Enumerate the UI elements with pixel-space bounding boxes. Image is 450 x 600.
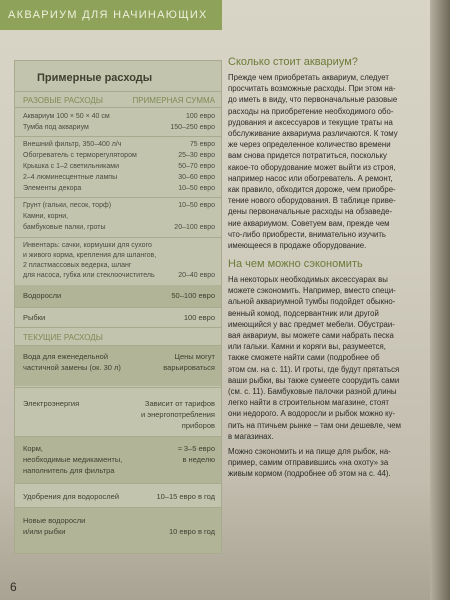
page-number: 6 bbox=[10, 580, 17, 594]
text-line: вам снова придется потратиться, поскольку bbox=[228, 151, 387, 161]
inventory-line: для насоса, губка или стеклоочиститель bbox=[23, 272, 155, 279]
section-current-header bbox=[15, 332, 221, 344]
section-current-label: ТЕКУЩИЕ РАСХОДЫ bbox=[23, 333, 103, 342]
text-line: ние аквариумом. Советуем вам, прежде чем bbox=[228, 218, 390, 228]
text-line: венный комод, подсервантник или другой bbox=[228, 308, 379, 318]
text-line: рудования и аксессуаров и текущие траты на bbox=[228, 117, 393, 127]
row-name-line: Новые водоросли bbox=[23, 516, 86, 525]
inventory-line: Инвентарь: сачки, кормушки для сухого bbox=[23, 242, 152, 249]
divider bbox=[15, 197, 221, 198]
table-title-bar bbox=[15, 67, 221, 92]
text-line: также сможете найти сами (подробнее об bbox=[228, 353, 380, 363]
row-name: Удобрения для водорослей bbox=[23, 492, 120, 501]
row-value-line: ≈ 3–5 евро bbox=[177, 444, 215, 453]
divider bbox=[15, 327, 221, 328]
inventory-value: 20–40 евро bbox=[178, 272, 215, 279]
row-name-line: наполнитель для фильтра bbox=[23, 466, 115, 475]
row-name-line: Корм, bbox=[23, 444, 43, 453]
row-value: 30–60 евро bbox=[178, 174, 215, 181]
text-line: Можно сэкономить и на пище для рыбок, на- bbox=[228, 447, 391, 456]
text-line: имеющееся в продаже оборудование. bbox=[228, 241, 367, 251]
paragraph-savings bbox=[228, 274, 436, 442]
row-value: 100 евро bbox=[185, 113, 215, 120]
row-value-line: Цены могут bbox=[174, 352, 215, 361]
text-line: (см. с. 11). Бамбуковые палочки разной длины bbox=[228, 387, 397, 397]
row-name: бамбуковые палки, гроты bbox=[23, 224, 106, 231]
table-title: Примерные расходы bbox=[37, 72, 153, 84]
text-line: ваши рыбки, вы также сумеете соорудить сами bbox=[228, 375, 400, 385]
row-name: Внешний фильтр, 350–400 л/ч bbox=[23, 141, 122, 148]
section-header-title: АКВАРИУМ ДЛЯ НАЧИНАЮЩИХ bbox=[8, 9, 208, 21]
row-name: Элементы декора bbox=[23, 185, 82, 192]
row-value: 25–30 евро bbox=[178, 152, 215, 159]
section-one-time-header bbox=[15, 95, 221, 107]
section-header-bar bbox=[0, 0, 222, 30]
text-line: они недорого. А водоросли и рыбок можно ку- bbox=[228, 409, 396, 419]
section-amount-label: ПРИМЕРНАЯ СУММА bbox=[132, 96, 215, 105]
row-value: 75 евро bbox=[189, 141, 215, 148]
text-line: Прежде чем приобретать аквариум, следует bbox=[228, 73, 389, 82]
text-line: обслуживание аквариума различаются. К тому bbox=[228, 129, 398, 139]
text-line: же через определенное количество времени bbox=[228, 140, 391, 150]
row-value-line: и энергопотребления bbox=[141, 410, 215, 419]
text-line: живым кормом (подробнее об этом на с. 44). bbox=[228, 469, 391, 479]
paragraph-cost bbox=[228, 72, 436, 251]
divider bbox=[15, 237, 221, 238]
inventory-line: и живого корма, крепления для шлангов, bbox=[23, 252, 157, 259]
divider bbox=[15, 387, 221, 388]
row-value-line: в неделю bbox=[182, 455, 215, 464]
row-name: Крышка с 1–2 светильниками bbox=[23, 163, 119, 170]
paragraph-food bbox=[228, 446, 436, 480]
row-name: 2–4 люминесцентные лампы bbox=[23, 174, 118, 181]
text-line: что-либо приобрести, внимательно изучить bbox=[228, 229, 386, 239]
row-value: 10 евро в год bbox=[168, 527, 215, 536]
row-value-line: варьироваться bbox=[163, 363, 215, 372]
row-name: Грунт (гальки, песок, торф) bbox=[23, 202, 112, 209]
row-name-line: и/или рыбки bbox=[23, 527, 66, 536]
text-line: расходы на приобретение необходимого обо- bbox=[228, 106, 394, 116]
row-value: 50–100 евро bbox=[171, 291, 215, 300]
row-name: Тумба под аквариум bbox=[23, 124, 89, 131]
divider bbox=[15, 483, 221, 484]
text-line: как правило, обходится дороже, чем приобре- bbox=[228, 185, 396, 195]
heading-savings: На чем можно сэкономить bbox=[228, 258, 363, 270]
row-name: Рыбки bbox=[23, 313, 46, 322]
text-line: тение нового оборудования. В таблице приве- bbox=[228, 196, 396, 206]
text-line: дены первоначальные расходы на обзаведе- bbox=[228, 207, 393, 217]
row-value: 100 евро bbox=[183, 313, 215, 322]
row-value: 20–100 евро bbox=[174, 224, 215, 231]
row-value: 10–15 евро в год bbox=[156, 492, 215, 501]
divider bbox=[15, 107, 221, 108]
row-value: 150–250 евро bbox=[170, 124, 215, 131]
row-name: Камни, корни, bbox=[23, 213, 69, 220]
row-name-line: частичной замены (ок. 30 л) bbox=[23, 363, 121, 372]
text-line: пример, самим отправившись «на охоту» за bbox=[228, 458, 389, 468]
text-line: вая аквариум, вы можете сами набрать песка bbox=[228, 331, 394, 341]
text-line: можете сэкономить. Например, вместо специ- bbox=[228, 286, 396, 296]
expenses-table bbox=[14, 60, 222, 554]
text-line: альной аквариумной тумбы подойдет обыкно- bbox=[228, 297, 396, 307]
divider bbox=[15, 136, 221, 137]
row-name-line: необходимые медикаменты, bbox=[23, 455, 123, 464]
row-value: 10–50 евро bbox=[178, 185, 215, 192]
text-line: например насос или обогреватель. А ремонт, bbox=[228, 173, 393, 183]
text-line: легко найти в строительном магазине, стоят bbox=[228, 398, 390, 408]
row-value: 10–50 евро bbox=[178, 202, 215, 209]
row-name: Аквариум 100 × 50 × 40 см bbox=[23, 113, 110, 120]
row-name-line: Вода для еженедельной bbox=[23, 352, 109, 361]
text-line: в магазинах. bbox=[228, 431, 274, 441]
row-name: Обогреватель с терморегулятором bbox=[23, 152, 137, 159]
row-value-line: Зависит от тарифов bbox=[144, 399, 215, 408]
text-line: какое-то оборудование может выйти из строя, bbox=[228, 162, 396, 172]
row-value-line: приборов bbox=[181, 421, 215, 430]
divider bbox=[15, 307, 221, 308]
text-line: На некоторых необходимых аксессуарах вы bbox=[228, 275, 388, 284]
text-line: просчитать возможные расходы. При этом на- bbox=[228, 84, 396, 94]
text-line: или гальки. Камни и коряги вы, разумеется, bbox=[228, 342, 386, 352]
row-value: 50–70 евро bbox=[178, 163, 215, 170]
inventory-line: 2 пластмассовых ведерка, шланг bbox=[23, 262, 132, 269]
text-line: имеющийся у вас предмет мебели. Обустраи- bbox=[228, 319, 395, 329]
text-line: пить на птичьем рынке – там они дешевле, чем bbox=[228, 420, 401, 430]
text-line: до иметь в виду, что первоначальные разовые bbox=[228, 95, 398, 105]
heading-cost: Сколько стоит аквариум? bbox=[228, 56, 358, 68]
section-one-time-label: РАЗОВЫЕ РАСХОДЫ bbox=[23, 96, 103, 105]
text-line: этом см. на с. 11). И гроты, где будут прятаться bbox=[228, 364, 400, 374]
row-name: Водоросли bbox=[23, 291, 62, 300]
row-name: Электроэнергия bbox=[23, 399, 80, 408]
